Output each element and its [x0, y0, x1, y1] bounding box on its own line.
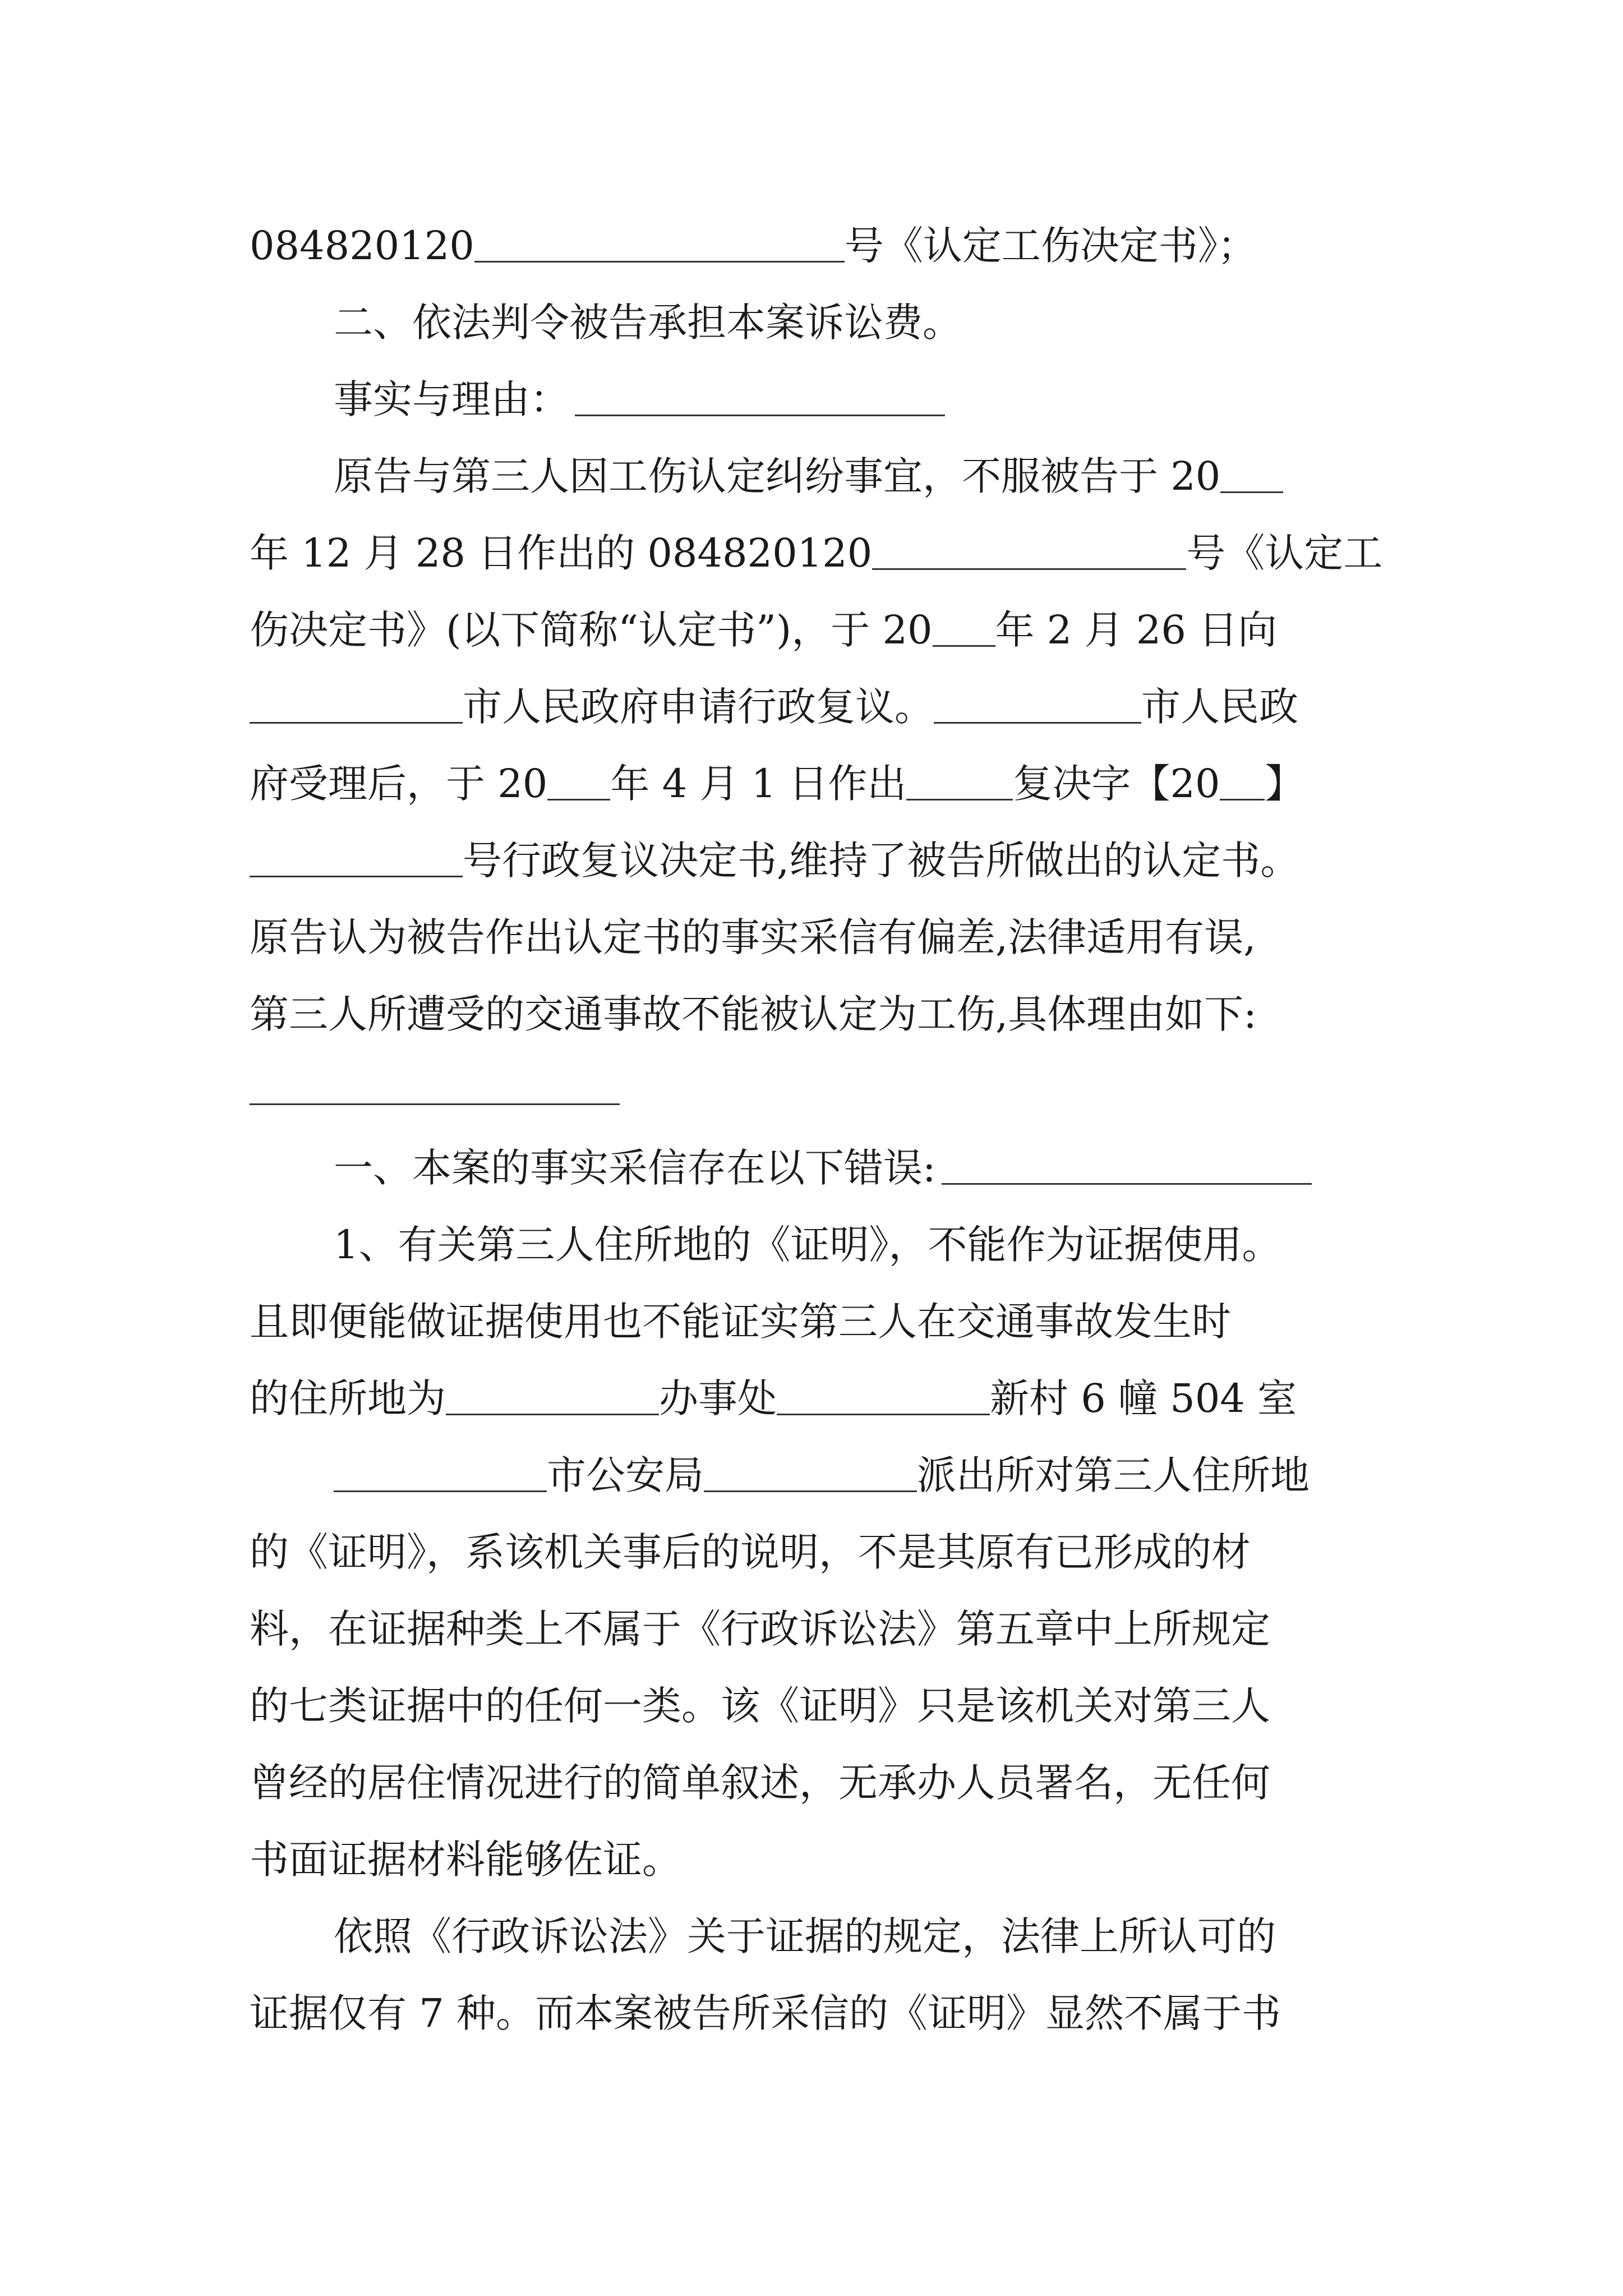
document-line-21: [250, 1821, 1394, 1898]
document-line-9: [250, 822, 1394, 899]
text-segment: 年 2 月 26 日向: [995, 607, 1278, 653]
document-line-11: [250, 976, 1394, 1053]
document-line-19: [250, 1668, 1394, 1745]
text-segment: 】: [1265, 761, 1304, 807]
text-segment: 号《认定工: [1186, 530, 1383, 576]
blank-underline: [250, 722, 463, 724]
text-segment: 年 12 月 28 日作出的 084820120: [250, 530, 873, 576]
text-segment: 书面证据材料能够佐证。: [250, 1837, 681, 1883]
text-segment: 原告与第三人因工伤认定纠纷事宜，不服被告于 20: [334, 453, 1221, 499]
text-segment: 证据仅有 7 种。而本案被告所采信的《证明》显然不属于书: [250, 1990, 1281, 2036]
document-line-2: [250, 284, 1394, 361]
document-line-18: [250, 1591, 1394, 1668]
document-line-13: [250, 1207, 1394, 1283]
text-segment: 派出所对第三人住所地: [917, 1452, 1310, 1498]
blank-underline: [250, 1103, 620, 1105]
text-segment: 市人民政: [1141, 684, 1298, 730]
document-line-5: [250, 515, 1394, 592]
blank-underline: [446, 1414, 659, 1415]
document-line-6: [250, 592, 1394, 669]
text-segment: 办事处: [659, 1375, 777, 1421]
text-segment: 且即便能做证据使用也不能证实第三人在交通事故发生时: [250, 1299, 1231, 1345]
document-line-22: [250, 1898, 1394, 1975]
text-segment: 市公安局: [547, 1452, 704, 1498]
blank-underline: [704, 1490, 917, 1492]
document-line-8: [250, 746, 1394, 822]
blank-underline: [777, 1414, 990, 1415]
document-line-20: [250, 1745, 1394, 1821]
document-line-blank: [250, 1053, 1394, 1130]
text-segment: 号行政复议决定书,维持了被告所做出的认定书。: [463, 838, 1300, 884]
document-line-4: [250, 438, 1394, 515]
text-segment: 复决字【20: [1013, 761, 1220, 807]
document-line-15: [250, 1360, 1394, 1437]
text-segment: 府受理后，于 20: [250, 761, 548, 807]
text-segment: 号《认定工伤决定书》；: [844, 223, 1257, 269]
text-segment: 1、有关第三人住所地的《证明》，不能作为证据使用。: [334, 1222, 1281, 1268]
text-segment: 二、依法判令被告承担本案诉讼费。: [334, 300, 962, 346]
document-line-10: [250, 899, 1394, 976]
document-line-3: [250, 361, 1394, 438]
blank-underline: [1220, 799, 1265, 800]
document-line-12: [250, 1130, 1394, 1207]
blank-underline: [872, 568, 1186, 570]
text-segment: 一、本案的事实采信存在以下错误:: [334, 1145, 936, 1191]
document-line-23: [250, 1975, 1394, 2052]
document-line-7: [250, 669, 1394, 746]
document-line-16: [250, 1437, 1394, 1514]
blank-underline: [547, 799, 610, 800]
blank-underline: [334, 1490, 547, 1492]
text-segment: 市人民政府申请行政复议。: [463, 684, 934, 730]
blank-underline: [934, 722, 1141, 724]
text-segment: 新村 6 幢 504 室: [990, 1375, 1297, 1421]
blank-underline: [250, 876, 463, 877]
text-segment: 的住所地为: [250, 1375, 446, 1421]
document-body: [250, 208, 1394, 2052]
blank-underline: [474, 261, 845, 263]
text-segment: 第三人所遭受的交通事故不能被认定为工伤,具体理由如下:: [250, 991, 1257, 1037]
blank-underline: [942, 1183, 1312, 1185]
text-segment: 的《证明》，系该机关事后的说明，不是其原有已形成的材: [250, 1529, 1251, 1575]
text-segment: 依照《行政诉讼法》关于证据的规定，法律上所认可的: [334, 1913, 1276, 1959]
text-segment: 伤决定书》(以下简称“认定书”)，于 20: [250, 607, 933, 653]
text-segment: 曾经的居住情况进行的简单叙述，无承办人员署名，无任何: [250, 1760, 1270, 1806]
blank-underline: [906, 799, 1013, 800]
document-line-17: [250, 1514, 1394, 1591]
blank-underline: [575, 415, 945, 416]
text-segment: 年 4 月 1 日作出: [610, 761, 907, 807]
text-segment: 084820120: [250, 223, 474, 269]
text-segment: 事实与理由：: [334, 376, 569, 422]
blank-underline: [1220, 491, 1283, 493]
document-line-1: [250, 208, 1394, 284]
text-segment: 的七类证据中的任何一类。该《证明》只是该机关对第三人: [250, 1683, 1270, 1729]
document-line-14: [250, 1283, 1394, 1360]
text-segment: 料，在证据种类上不属于《行政诉讼法》第五章中上所规定: [250, 1606, 1270, 1652]
blank-underline: [933, 645, 995, 647]
text-segment: 原告认为被告作出认定书的事实采信有偏差,法律适用有误,: [250, 914, 1256, 960]
